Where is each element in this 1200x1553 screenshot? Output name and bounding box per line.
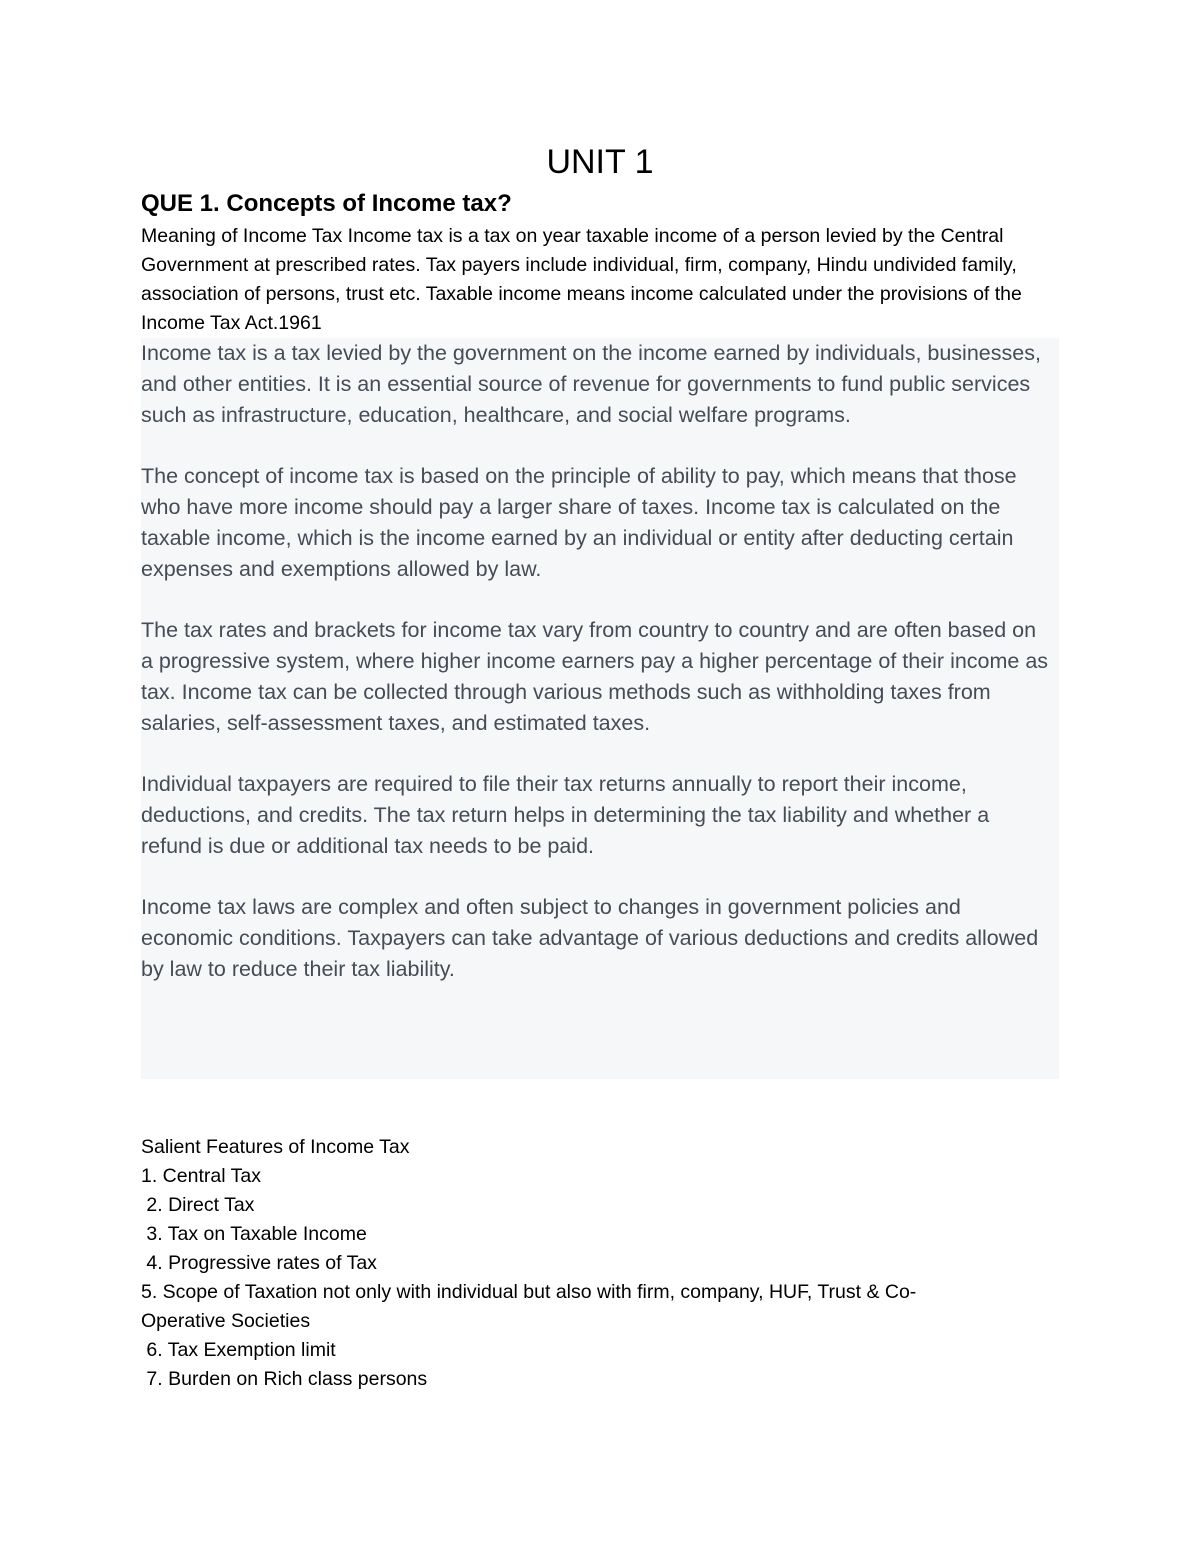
- feature-item: 4. Progressive rates of Tax: [141, 1252, 377, 1274]
- explanation-paragraph: The concept of income tax is based on the principle of ability to pay, which means that those who have more income should pay a larger share of taxes. Income tax is calculated on the taxable income, which is the income earned by an individual or entity after deducting certain expenses and exemptions allowed by law.: [141, 464, 1017, 581]
- explanation-paragraph: Income tax laws are complex and often subject to changes in government policies and economic conditions. Taxpayers can take advantage of various deductions and credits allowed by law to reduce their tax liability.: [141, 895, 1039, 981]
- highlighted-explanation-block: [141, 338, 1059, 1079]
- unit-title: UNIT 1: [546, 143, 654, 181]
- salient-features-list: [141, 1133, 1061, 1394]
- feature-item: 6. Tax Exemption limit: [141, 1339, 336, 1361]
- explanation-paragraph: Individual taxpayers are required to file their tax returns annually to report their income, deductions, and credits. The tax return helps in determining the tax liability and whether a refund is due or additional tax needs to be paid.: [141, 772, 990, 858]
- feature-item: 7. Burden on Rich class persons: [141, 1368, 428, 1390]
- explanation-paragraph: The tax rates and brackets for income tax vary from country to country and are often based on a progressive system, where higher income earners pay a higher percentage of their income as tax. Income tax can be collected through various methods such as withholding taxes from salaries, self-assessment taxes, and estimated taxes.: [141, 618, 1049, 735]
- features-title: Salient Features of Income Tax: [141, 1136, 410, 1158]
- meaning-paragraph: [141, 222, 1051, 338]
- feature-item: 5. Scope of Taxation not only with individual but also with firm, company, HUF, Trust & Co-Operative Societies: [141, 1281, 917, 1332]
- explanation-paragraph: Income tax is a tax levied by the government on the income earned by individuals, businesses, and other entities. It is an essential source of revenue for governments to fund public services such as infrastructure, education, healthcare, and social welfare programs.: [141, 341, 1041, 427]
- question-heading: QUE 1. Concepts of Income tax?: [141, 190, 512, 217]
- meaning-text: Meaning of Income Tax Income tax is a tax on year taxable income of a person levied by the Central Government at prescribed rates. Tax payers include individual, firm, company, Hindu undivided family, association of persons, trust etc. Taxable income means income calculated under the provisions of the Income Tax Act.1961: [141, 225, 1022, 334]
- feature-item: 1. Central Tax: [141, 1165, 261, 1187]
- feature-item: 3. Tax on Taxable Income: [141, 1223, 367, 1245]
- feature-item: 2. Direct Tax: [141, 1194, 255, 1216]
